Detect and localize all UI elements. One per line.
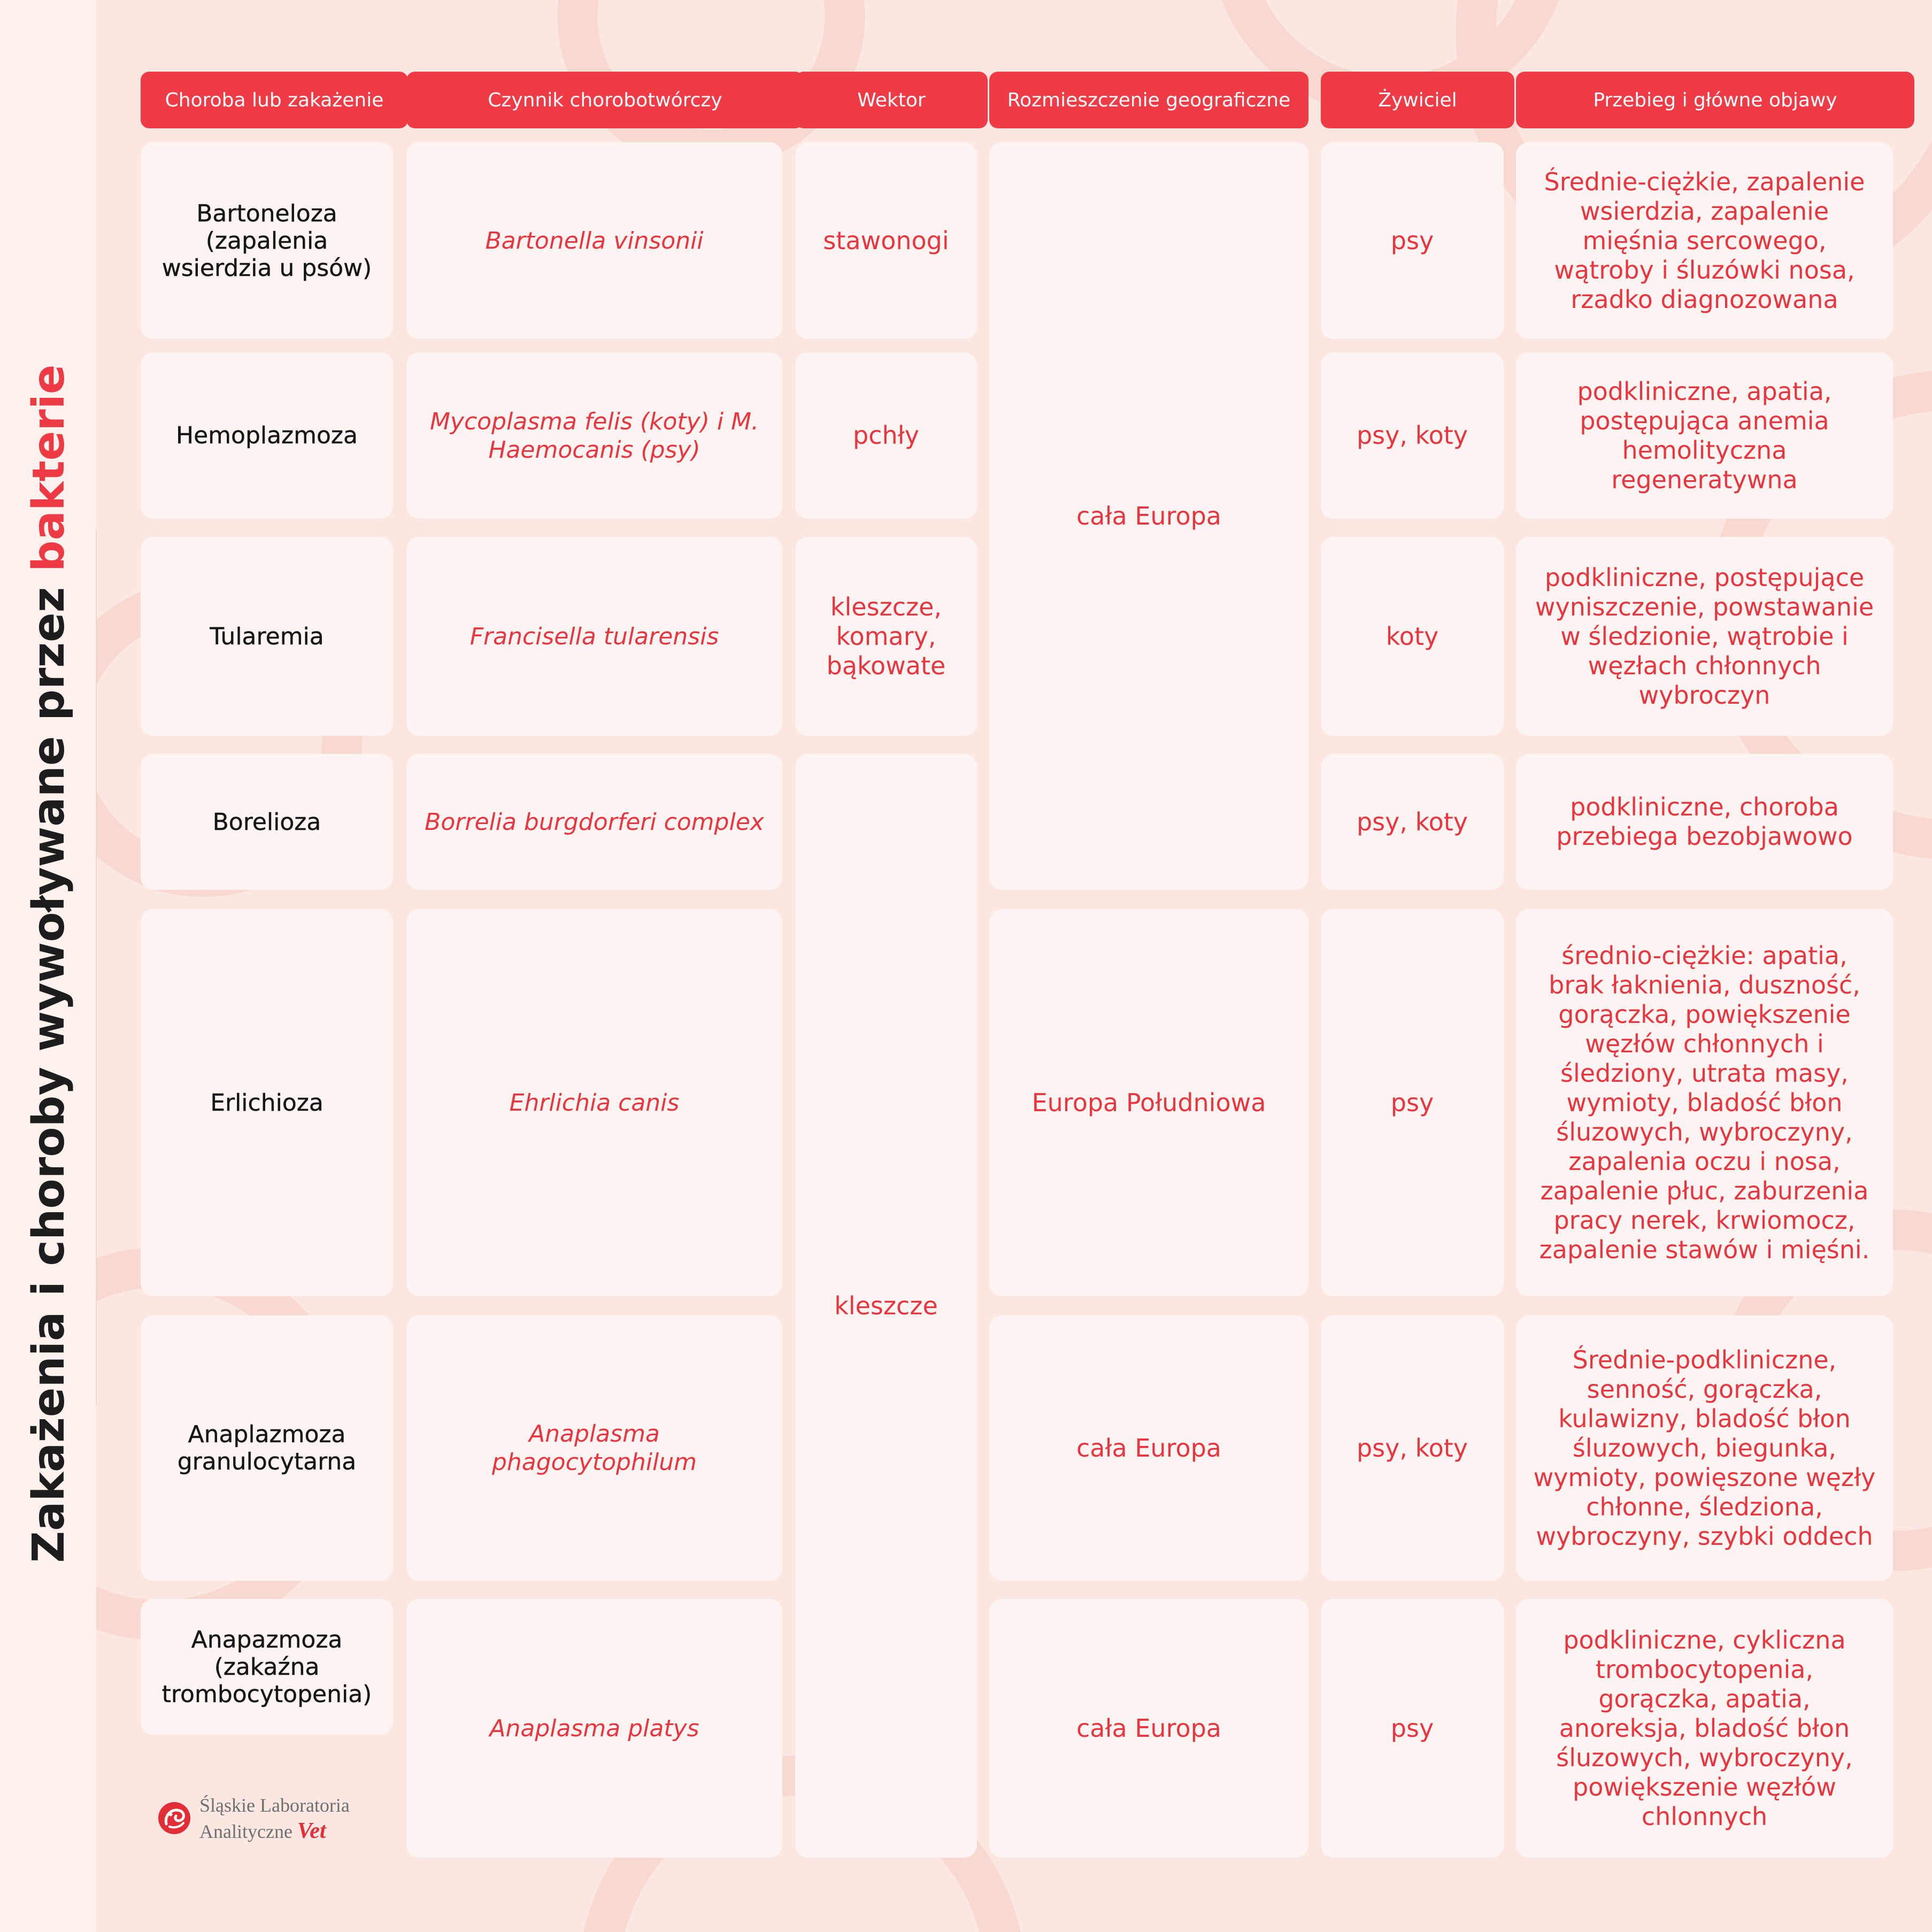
header-region: Rozmieszczenie geograficzne — [989, 72, 1308, 128]
region-cell — [989, 909, 1308, 1296]
disease-name: Anapazmoza (zakaźna trombocytopenia) — [161, 1626, 372, 1708]
symptoms-text: podkliniczne, postępujące wyniszczenie, powstawanie w śledzionie, wątrobie i węzłach chłonnych wybroczyn — [1535, 563, 1874, 710]
disease-name: Erlichioza — [210, 1089, 324, 1117]
host-text: koty — [1386, 621, 1439, 651]
pathogen-cell — [406, 352, 782, 519]
host-text: psy — [1390, 226, 1434, 255]
lab-logo-analityczne: Analityczne — [199, 1821, 293, 1842]
disease-cell — [141, 142, 393, 339]
pathogen-cell — [406, 1315, 782, 1581]
pathogen-name: Ehrlichia canis — [509, 1089, 680, 1117]
pathogen-cell — [406, 754, 782, 890]
vector-text: kleszcze, komary, bąkowate — [826, 592, 946, 680]
header-symptoms: Przebieg i główne objawy — [1516, 72, 1914, 128]
region-cell-merged — [989, 142, 1308, 890]
pathogen-name: Anaplasma phagocytophilum — [491, 1420, 697, 1476]
pathogen-cell — [406, 909, 782, 1296]
header-vector: Wektor — [795, 72, 988, 128]
vector-cell — [795, 352, 977, 519]
host-cell — [1321, 142, 1504, 339]
page-title — [22, 322, 76, 1605]
disease-name: Anaplazmoza granulocytarna — [177, 1421, 357, 1475]
symptoms-cell — [1516, 352, 1893, 519]
lab-logo-text — [199, 1792, 350, 1844]
region-cell — [989, 1599, 1308, 1858]
host-cell — [1321, 1315, 1504, 1581]
disease-name: Tularemia — [210, 622, 324, 650]
sidebar-divider — [96, 530, 97, 1405]
page-title-main: Zakażenia i choroby wywoływane przez — [24, 572, 74, 1563]
header-disease: Choroba lub zakażenie — [141, 72, 408, 128]
host-cell — [1321, 909, 1504, 1296]
symptoms-cell — [1516, 1599, 1893, 1858]
symptoms-text: podkliniczne, choroba przebiega bezobjawowo — [1556, 792, 1853, 851]
host-text: psy, koty — [1356, 807, 1468, 836]
disease-cell — [141, 537, 393, 736]
vector-text: pchły — [853, 421, 919, 450]
vector-text: stawonogi — [823, 226, 949, 255]
symptoms-cell — [1516, 754, 1893, 890]
pathogen-name: Borrelia burgdorferi complex — [425, 808, 764, 836]
lab-logo-line2 — [199, 1818, 350, 1844]
host-cell — [1321, 352, 1504, 519]
symptoms-text: podkliniczne, cykliczna trombocytopenia, gorączka, apatia, anoreksja, bladość błon śluzowych, wybroczyny, powiększenie węzłów chlonnych — [1556, 1625, 1853, 1831]
lab-logo-vet: Vet — [297, 1819, 326, 1843]
region-text: cała Europa — [1076, 1713, 1221, 1743]
vector-text: kleszcze — [834, 1291, 938, 1320]
symptoms-cell — [1516, 909, 1893, 1296]
symptoms-text: Średnie-ciężkie, zapalenie wsierdzia, zapalenie mięśnia sercowego, wątroby i śluzówki nosa, rzadko diagnozowana — [1544, 167, 1865, 314]
pathogen-name: Francisella tularensis — [469, 622, 719, 650]
host-cell — [1321, 754, 1504, 890]
disease-cell — [141, 909, 393, 1296]
page-title-highlight: bakterie — [24, 364, 74, 572]
lab-logo-icon — [158, 1802, 191, 1835]
lab-logo-line1: Śląskie Laboratoria — [199, 1795, 350, 1816]
disease-name: Bartoneloza (zapalenia wsierdzia u psów) — [161, 199, 372, 282]
symptoms-cell — [1516, 537, 1893, 736]
vector-cell — [795, 537, 977, 736]
symptoms-text: Średnie-podkliniczne, senność, gorączka, kulawizny, bladość błon śluzowych, biegunka, wymioty, powięszone węzły chłonne, śledziona, wybroczyny, szybki oddech — [1533, 1345, 1876, 1551]
vector-cell-merged — [795, 754, 977, 1858]
disease-cell — [141, 754, 393, 890]
host-text: psy, koty — [1356, 421, 1468, 450]
lab-logo — [158, 1792, 361, 1846]
host-text: psy — [1390, 1088, 1434, 1117]
header-pathogen: Czynnik chorobotwórczy — [406, 72, 804, 128]
pathogen-cell — [406, 1599, 782, 1858]
disease-cell — [141, 1599, 393, 1735]
host-cell — [1321, 537, 1504, 736]
symptoms-text: średnio-ciężkie: apatia, brak łaknienia, duszność, gorączka, powiększenie węzłów chłonnych i śledziony, utrata masy, wymioty, bladość błon śluzowych, wybroczyny, zapalenia oczu i nosa, zapalenie płuc, zaburzenia pracy nerek, krwiomocz, zapalenie stawów i mięśni. — [1539, 941, 1870, 1264]
host-text: psy — [1390, 1713, 1434, 1743]
region-text: cała Europa — [1076, 1433, 1221, 1463]
pathogen-name: Bartonella vinsonii — [485, 227, 704, 255]
region-text: Europa Południowa — [1032, 1088, 1266, 1117]
disease-cell — [141, 1315, 393, 1581]
pathogen-cell — [406, 142, 782, 339]
disease-cell — [141, 352, 393, 519]
host-text: psy, koty — [1356, 1433, 1468, 1463]
symptoms-cell — [1516, 142, 1893, 339]
region-text: cała Europa — [1076, 501, 1221, 530]
pathogen-name: Anaplasma platys — [489, 1714, 699, 1742]
host-cell — [1321, 1599, 1504, 1858]
region-cell — [989, 1315, 1308, 1581]
disease-name: Hemoplazmoza — [176, 422, 358, 449]
disease-name: Borelioza — [212, 808, 321, 836]
symptoms-text: podkliniczne, apatia, postępująca anemia hemolityczna regeneratywna — [1577, 376, 1832, 494]
pathogen-name: Mycoplasma felis (koty) i M. Haemocanis (psy) — [429, 407, 759, 464]
symptoms-cell — [1516, 1315, 1893, 1581]
header-host: Żywiciel — [1321, 72, 1514, 128]
vector-cell — [795, 142, 977, 339]
pathogen-cell — [406, 537, 782, 736]
